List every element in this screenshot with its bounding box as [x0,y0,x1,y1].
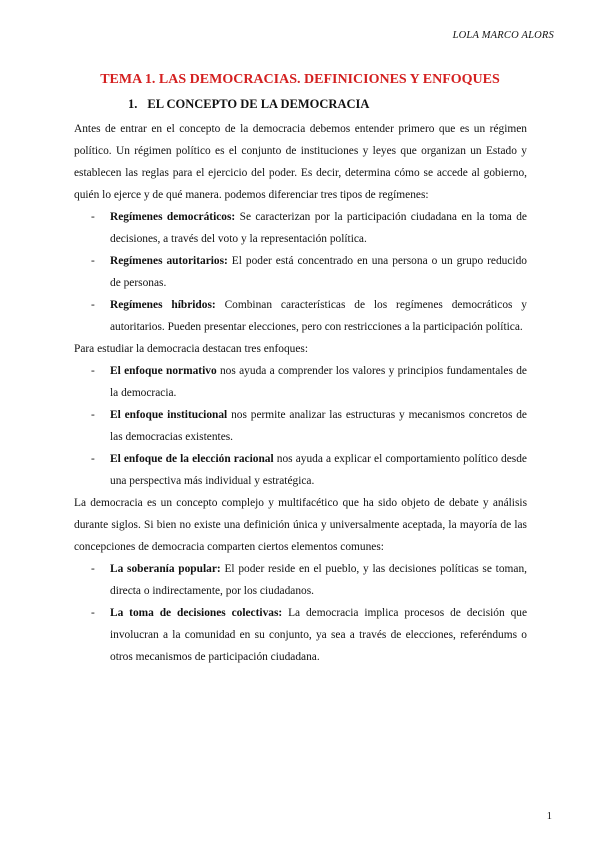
section-heading [128,97,369,112]
list-item-term: Regímenes democráticos: [110,211,236,223]
list-item [74,558,527,602]
list-item-text: Se caracterizan por la participación ciudadana en la toma de decisiones, a través del voto y la representación política. [110,211,527,245]
complex-paragraph: La democracia es un concepto complejo y multifacético que ha sido objeto de debate y análisis durante siglos. Si bien no existe una definición única y universalmente aceptada, la mayoría de las concepciones de democracia comparten ciertos elementos comunes: [74,497,527,553]
list-item [74,360,527,404]
approaches-list [74,360,527,492]
list-item [74,206,527,250]
list-item-text: nos ayuda a explicar el comportamiento político desde una perspectiva más individual y estratégica. [110,453,527,487]
list-item [74,294,527,338]
list-item [74,250,527,294]
document-body [74,118,527,668]
list-item [74,404,527,448]
intro-paragraph: Antes de entrar en el concepto de la democracia debemos entender primero que es un régimen político. Un régimen político es el conjunto de instituciones y leyes que organizan un Estado y establecen las reglas para el ejercicio del poder. Es decir, determina cómo se accede al gobierno, quién lo ejerce y de qué manera. podemos diferenciar tres tipos de regímenes: [74,123,527,201]
list-item-term: El enfoque normativo [110,365,217,377]
list-item [74,602,527,668]
list-item-text: nos ayuda a comprender los valores y principios fundamentales de la democracia. [110,365,527,399]
list-item-text: Combinan características de los regímenes democráticos y autoritarios. Pueden presentar elecciones, pero con restricciones a la participación política. [110,299,528,333]
list-item-text: La democracia implica procesos de decisión que involucran a la comunidad en su conjunto, ya sea a través de elecciones, referéndums o otros mecanismos de participación ciudadana. [110,607,528,663]
regimes-list [74,206,527,338]
list-item-text: nos permite analizar las estructuras y mecanismos concretos de las democracias existentes. [110,409,527,443]
list-item-term: Regímenes autoritarios: [110,255,228,267]
section-heading-text: EL CONCEPTO DE LA DEMOCRACIA [147,97,370,111]
page-number: 1 [546,811,552,822]
elements-list [74,558,527,668]
list-item-term: Regímenes híbridos: [110,299,216,311]
list-item-term: El enfoque de la elección racional [110,453,274,465]
list-item-text: El poder está concentrado en una persona o un grupo reducido de personas. [110,255,527,289]
list-item-text: El poder reside en el pueblo, y las decisiones políticas se toman, directa o indirectamente, por los ciudadanos. [110,563,527,597]
section-number: 1. [128,97,138,111]
approaches-intro: Para estudiar la democracia destacan tres enfoques: [74,343,309,355]
list-item-term: El enfoque institucional [110,409,228,421]
list-item-term: La toma de decisiones colectivas: [110,607,283,619]
document-title: TEMA 1. LAS DEMOCRACIAS. DEFINICIONES Y ENFOQUES [100,72,500,87]
list-item-term: La soberanía popular: [110,563,221,575]
list-item [74,448,527,492]
header-author: LOLA MARCO ALORS [452,30,554,41]
